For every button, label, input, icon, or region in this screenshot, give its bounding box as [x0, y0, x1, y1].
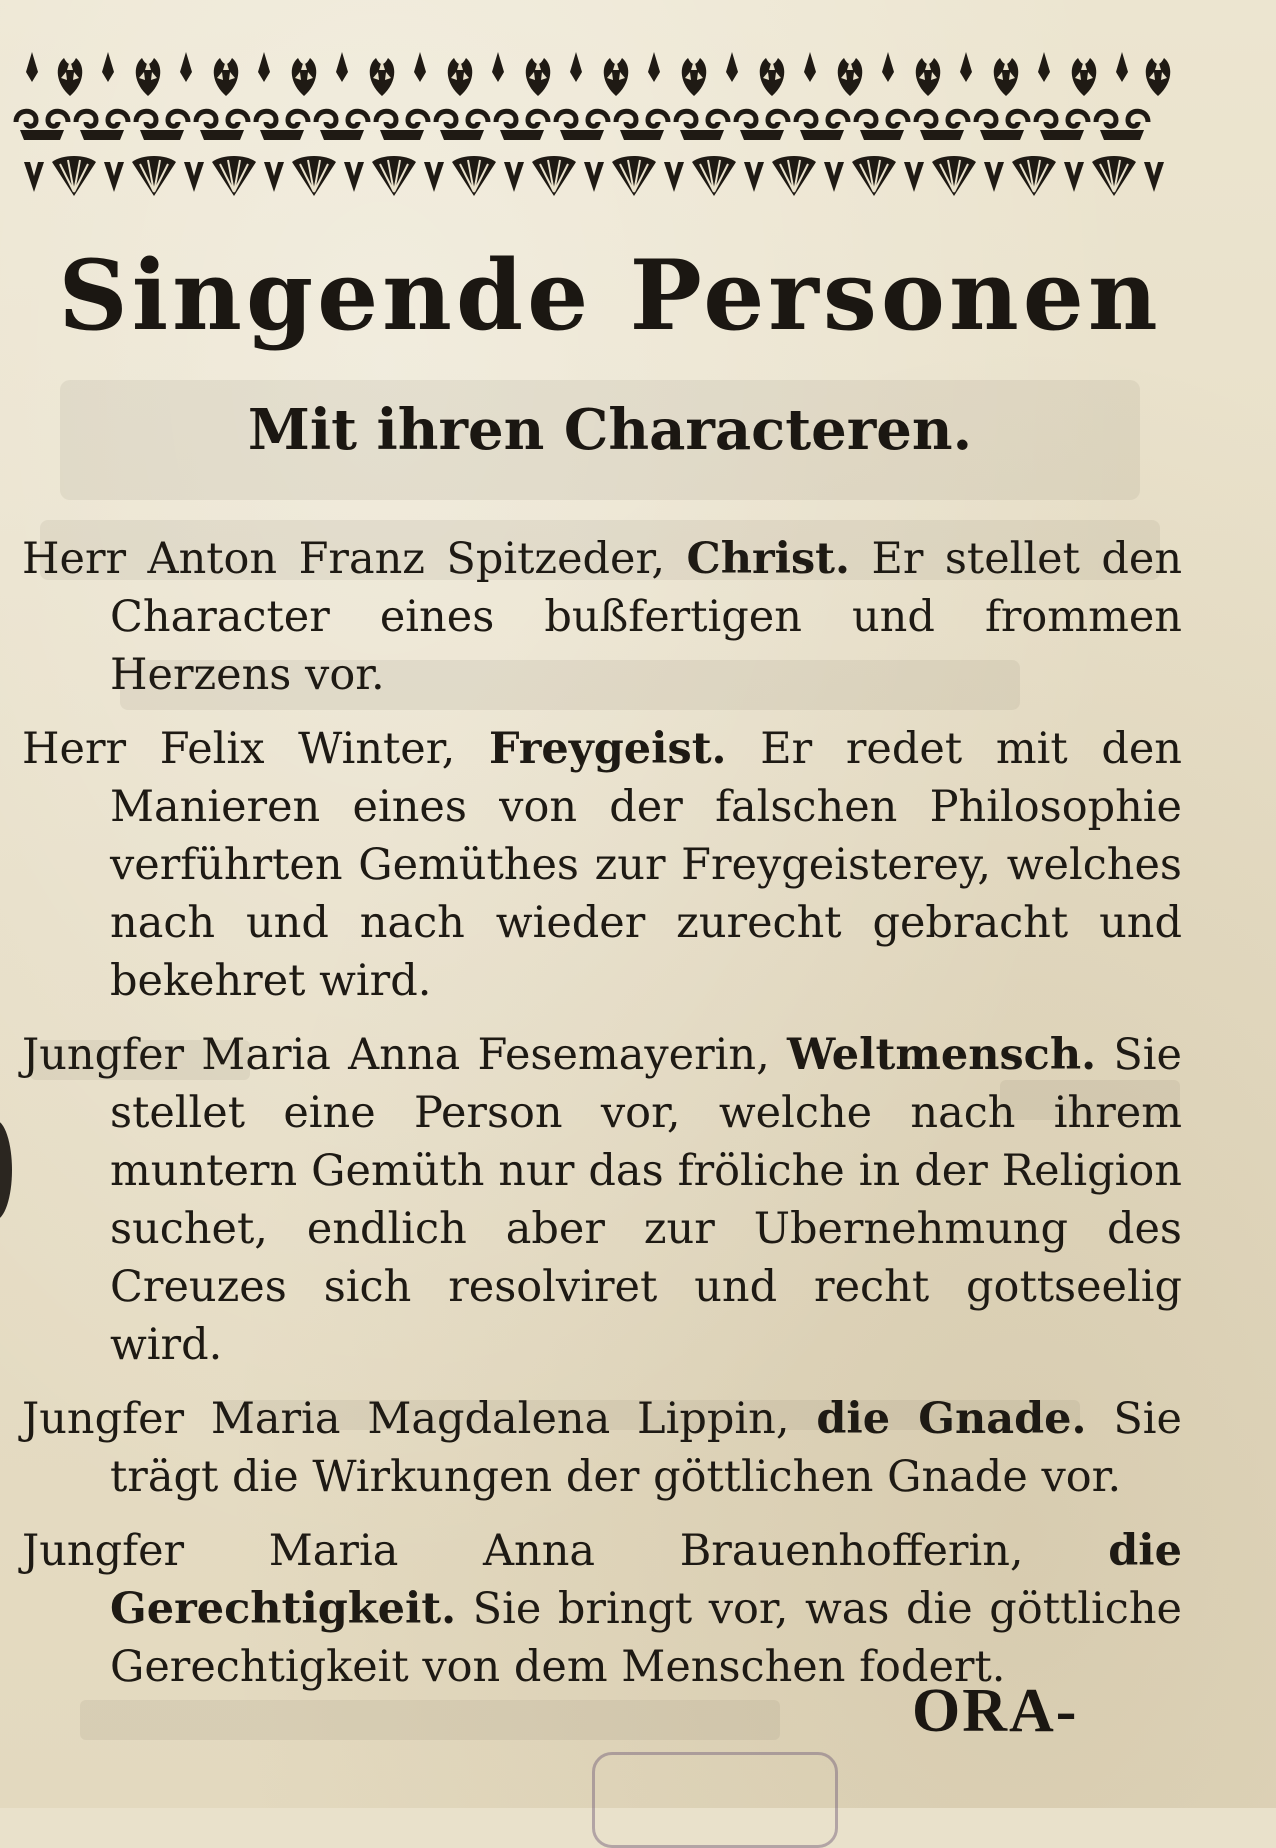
- cast-description: Sie bringt vor, was die göttliche Gerechtigkeit von dem Menschen fodert.: [110, 1584, 1182, 1692]
- cast-description: Sie stellet eine Person vor, welche nach ihrem muntern Gemüth nur das fröliche in der Religion suchet, endlich aber zur Ubernehmung des Creuzes sich resolviret und recht gottseelig wird.: [110, 1030, 1183, 1370]
- cast-list: [22, 530, 1182, 1712]
- library-stamp: [592, 1752, 838, 1848]
- cast-description: Er redet mit den Manieren eines von der falschen Philosophie verführten Gemüthes zur Freygeisterey, welches nach und nach wieder zurecht gebracht und bekehret wird.: [110, 724, 1182, 1006]
- cast-name: Herr Felix Winter,: [22, 724, 456, 774]
- cast-name: Jungfer Maria Anna Brauenhofferin,: [22, 1526, 1024, 1576]
- page-subtitle: Mit ihren Characteren.: [247, 397, 973, 463]
- cast-role: Freygeist.: [488, 724, 727, 774]
- page-edge-mark: [0, 1120, 12, 1220]
- cast-name: Jungfer Maria Anna Fesemayerin,: [22, 1030, 770, 1080]
- cast-name: Jungfer Maria Magdalena Lippin,: [22, 1394, 790, 1444]
- cast-role: Christ.: [686, 534, 850, 584]
- cast-role: Weltmensch.: [787, 1030, 1097, 1080]
- cast-role: die Gerechtigkeit.: [110, 1526, 1182, 1634]
- cast-role: die Gnade.: [816, 1394, 1087, 1444]
- cast-entry-weltmensch: [22, 1026, 1182, 1374]
- cast-entry-gerechtigkeit: [22, 1522, 1182, 1696]
- cast-entry-christ: [22, 530, 1182, 704]
- page-title: Singende Personen: [58, 239, 1162, 352]
- cast-description: Sie trägt die Wirkungen der göttlichen Gnade vor.: [110, 1394, 1182, 1502]
- catchword: ORA-: [912, 1677, 1079, 1745]
- cast-entry-gnade: [22, 1390, 1182, 1506]
- cast-name: Herr Anton Franz Spitzeder,: [22, 534, 665, 584]
- decorative-border-ornament: [8, 40, 1176, 210]
- cast-description: Er stellet den Character eines bußfertigen und frommen Herzens vor.: [110, 534, 1183, 700]
- cast-entry-freygeist: [22, 720, 1182, 1010]
